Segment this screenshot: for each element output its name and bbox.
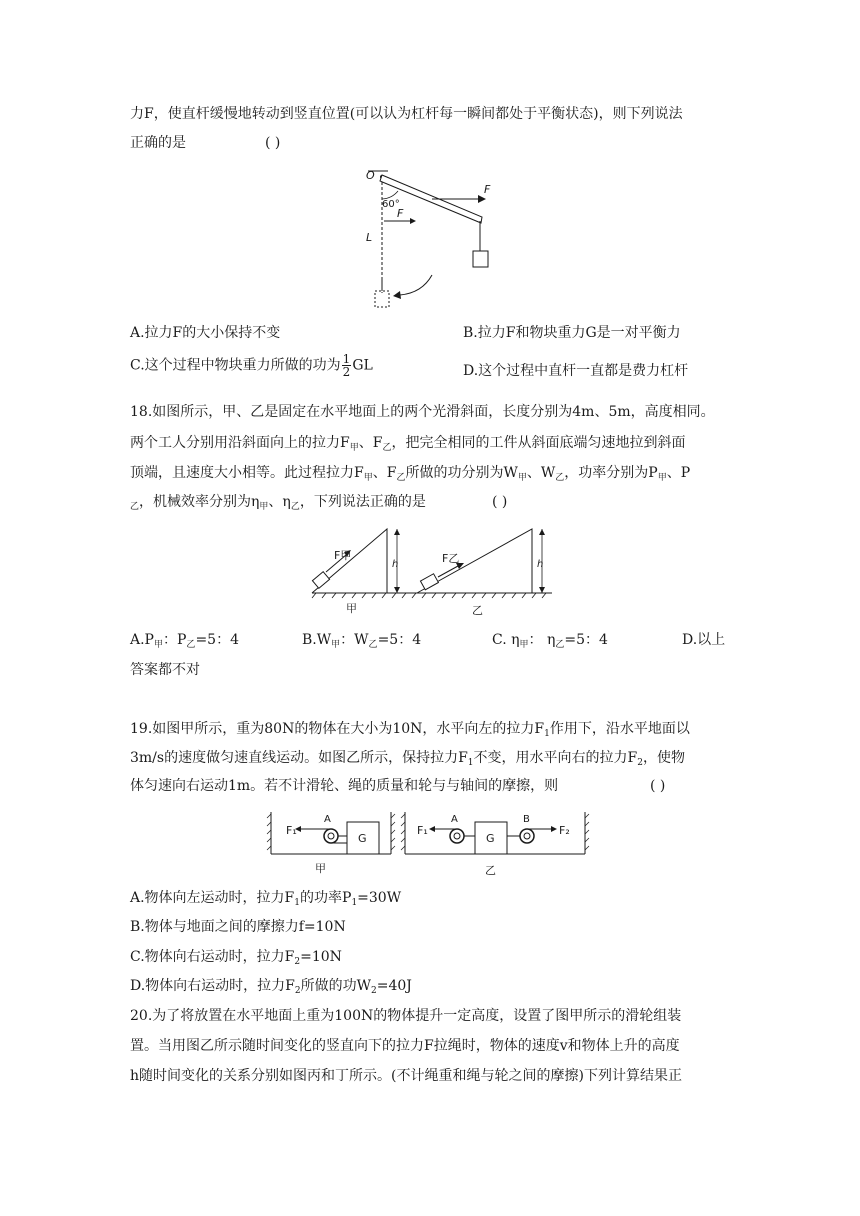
q18-option-b-2: ：W xyxy=(340,632,369,648)
q18-option-a-1: A.P xyxy=(130,632,154,648)
q18-line3 xyxy=(130,463,690,488)
q18-option-a xyxy=(130,630,239,655)
q19-line2-a: 3m/s的速度做匀速直线运动。如图乙所示，保持拉力F xyxy=(130,750,468,766)
q18-sub: 乙 xyxy=(186,640,196,650)
q19-pulley-figure xyxy=(267,808,591,880)
q19-line3 xyxy=(130,776,666,796)
q19-option-a xyxy=(130,888,401,913)
q19-label-g-yi: G xyxy=(486,832,495,845)
q19-sub: 1 xyxy=(544,729,550,739)
q19-option-c-2: =10N xyxy=(300,949,342,965)
q19-caption-jia: 甲 xyxy=(315,862,326,875)
q19-option-d-1: D.物体向右运动时，拉力F xyxy=(130,978,295,994)
q18-line3-a: 顶端，且速度大小相等。此过程拉力F xyxy=(130,465,364,481)
q19-option-d-2: 所做的功W xyxy=(300,978,372,994)
q18-option-a-3: =5：4 xyxy=(195,632,239,648)
q18-label-h: h xyxy=(537,559,544,570)
q18-option-b-3: =5：4 xyxy=(377,632,422,648)
q17-stem-line2 xyxy=(130,133,281,153)
q20-line1: 20.为了将放置在水平地面上重为100N的物体提升一定高度，设置了图甲所示的滑轮组装 xyxy=(130,1008,682,1024)
q18-option-d: D.以上 xyxy=(682,632,726,648)
q17-option-a: A.拉力F的大小保持不变 xyxy=(130,325,281,341)
q18-option-b-1: B.W xyxy=(302,632,332,648)
q17-option-c-fraction xyxy=(342,353,352,378)
q18-sub: 甲 xyxy=(363,473,373,483)
q18-caption-jia: 甲 xyxy=(346,602,357,615)
q19-option-d xyxy=(130,976,412,1001)
q18-option-c-3: =5：4 xyxy=(564,632,608,648)
q17-option-b: B.拉力F和物块重力G是一对平衡力 xyxy=(463,325,681,341)
q19-sub: 1 xyxy=(351,898,358,908)
q19-option-a-3: =30W xyxy=(357,890,402,906)
q19-option-a-2: 的功率P xyxy=(300,890,352,906)
q18-incline-figure xyxy=(312,525,552,617)
q19-answer-paren: ( ) xyxy=(650,778,666,794)
q18-option-a-2: ：P xyxy=(163,632,187,648)
q18-line4-c: ，下列说法正确的是 xyxy=(299,494,426,510)
q18-sub: 乙 xyxy=(368,640,378,650)
q18-line3-d: 、W xyxy=(526,465,556,481)
q19-sub: 2 xyxy=(294,986,301,996)
q19-sub: 1 xyxy=(294,898,301,908)
q19-label-f1-jia: F₁ xyxy=(286,824,297,837)
q17-option-c-suffix: GL xyxy=(352,357,373,374)
q19-option-b: B.物体与地面之间的摩擦力f=10N xyxy=(130,919,346,935)
q20-line2: 置。当用图乙所示随时间变化的竖直向下的拉力F拉绳时，物体的速度v和物体上升的高度 xyxy=(130,1038,680,1054)
q19-label-a-yi: A xyxy=(451,814,458,825)
q18-line2-b: 、F xyxy=(358,435,383,451)
q18-sub: 甲 xyxy=(657,473,667,483)
q19-line1-a: 19.如图甲所示，重为80N的物体在大小为10N，水平向左的拉力F xyxy=(130,721,545,737)
q18-sub: 乙 xyxy=(396,473,406,483)
q19-sub: 2 xyxy=(637,758,643,768)
q17-label-f-small: F xyxy=(397,207,404,220)
q18-sub: 乙 xyxy=(382,443,392,453)
q18-line3-c: 所做的功分别为W xyxy=(405,465,518,481)
q18-line3-f: 、P xyxy=(666,465,691,481)
q19-option-d-3: =40J xyxy=(376,978,412,994)
q18-sub: 甲 xyxy=(519,640,529,650)
q18-option-c-2: ： η xyxy=(528,632,556,648)
q18-line3-e: ，功率分别为P xyxy=(564,465,658,481)
q18-label-f-jia: F甲 xyxy=(334,549,352,562)
q17-option-d: D.这个过程中直杆一直都是费力杠杆 xyxy=(463,363,689,379)
q18-line2-c: ，把完全相同的工件从斜面底端匀速地拉到斜面 xyxy=(391,435,686,451)
q17-label-o: O xyxy=(366,169,375,182)
q19-line2 xyxy=(130,748,685,773)
q18-option-b xyxy=(302,630,421,655)
q18-option-c xyxy=(492,630,608,655)
q17-option-c-prefix: C.这个过程中物块重力所做的功为 xyxy=(130,357,341,374)
q18-option-c-1: C. η xyxy=(492,632,520,648)
q18-line4-b: 、η xyxy=(268,494,291,510)
q19-line3-text: 体匀速向右运动1m。若不计滑轮、绳的质量和轮与与轴间的摩擦，则 xyxy=(130,778,559,794)
q19-label-f1-yi: F₁ xyxy=(417,824,428,837)
q17-option-c xyxy=(130,353,373,378)
q17-option-c-denominator: 2 xyxy=(342,365,351,379)
q18-sub: 甲 xyxy=(331,640,341,650)
q19-line2-b: 不变，用水平向右的拉力F xyxy=(473,750,638,766)
q18-line1: 18.如图所示，甲、乙是固定在水平地面上的两个光滑斜面，长度分别为4m、5m，高度相同。 xyxy=(130,404,715,420)
q18-line3-b: 、F xyxy=(372,465,397,481)
q17-answer-paren: ( ) xyxy=(265,135,281,151)
q18-line4-a: ，机械效率分别为η xyxy=(139,494,260,510)
q18-sub: 乙 xyxy=(290,502,300,512)
q19-label-g-jia: G xyxy=(358,832,367,845)
q19-line2-c: ，使物 xyxy=(642,750,685,766)
q17-stem-line1: 力F，使直杆缓慢地转动到竖直位置(可以认为杠杆每一瞬间都处于平衡状态)，则下列说法 xyxy=(130,106,683,122)
q18-sub: 甲 xyxy=(259,502,269,512)
q18-sub: 乙 xyxy=(130,502,140,512)
q17-label-f: F xyxy=(484,183,491,196)
q18-caption-yi: 乙 xyxy=(472,604,483,617)
q19-label-b-yi: B xyxy=(523,814,530,825)
q19-label-f2-yi: F₂ xyxy=(559,824,570,837)
q17-option-c-numerator: 1 xyxy=(342,352,351,366)
q20-line3: h随时间变化的关系分别如图丙和丁所示。(不计绳重和绳与轮之间的摩擦)下列计算结果正 xyxy=(130,1068,682,1084)
q19-line1 xyxy=(130,719,690,744)
q19-caption-yi: 乙 xyxy=(485,864,496,877)
q19-sub: 2 xyxy=(294,957,301,967)
q18-sub: 甲 xyxy=(517,473,527,483)
q19-option-c xyxy=(130,947,342,972)
q17-lever-figure xyxy=(360,165,500,315)
q18-sub: 甲 xyxy=(349,443,359,453)
q19-option-c-1: C.物体向右运动时，拉力F xyxy=(130,949,295,965)
q19-line1-b: 作用下，沿水平地面以 xyxy=(549,721,690,737)
q19-label-a-jia: A xyxy=(324,814,331,825)
q18-line2 xyxy=(130,433,685,458)
q18-line4 xyxy=(130,492,508,517)
q18-label-f-yi: F乙 xyxy=(442,552,460,565)
q17-stem-text: 正确的是 xyxy=(130,135,186,151)
q19-sub: 2 xyxy=(371,986,377,996)
q18-option-d-continued: 答案都不对 xyxy=(130,662,200,678)
q17-label-l: L xyxy=(366,231,373,244)
q19-sub: 1 xyxy=(467,758,474,768)
q18-label-h: h xyxy=(392,559,399,570)
q18-sub: 乙 xyxy=(555,473,565,483)
q18-line2-a: 两个工人分别用沿斜面向上的拉力F xyxy=(130,435,350,451)
q18-answer-paren: ( ) xyxy=(492,494,508,510)
q17-label-angle: 60° xyxy=(382,199,400,210)
q19-option-a-1: A.物体向左运动时，拉力F xyxy=(130,890,295,906)
q18-sub: 乙 xyxy=(555,640,565,650)
q18-sub: 甲 xyxy=(153,640,163,650)
